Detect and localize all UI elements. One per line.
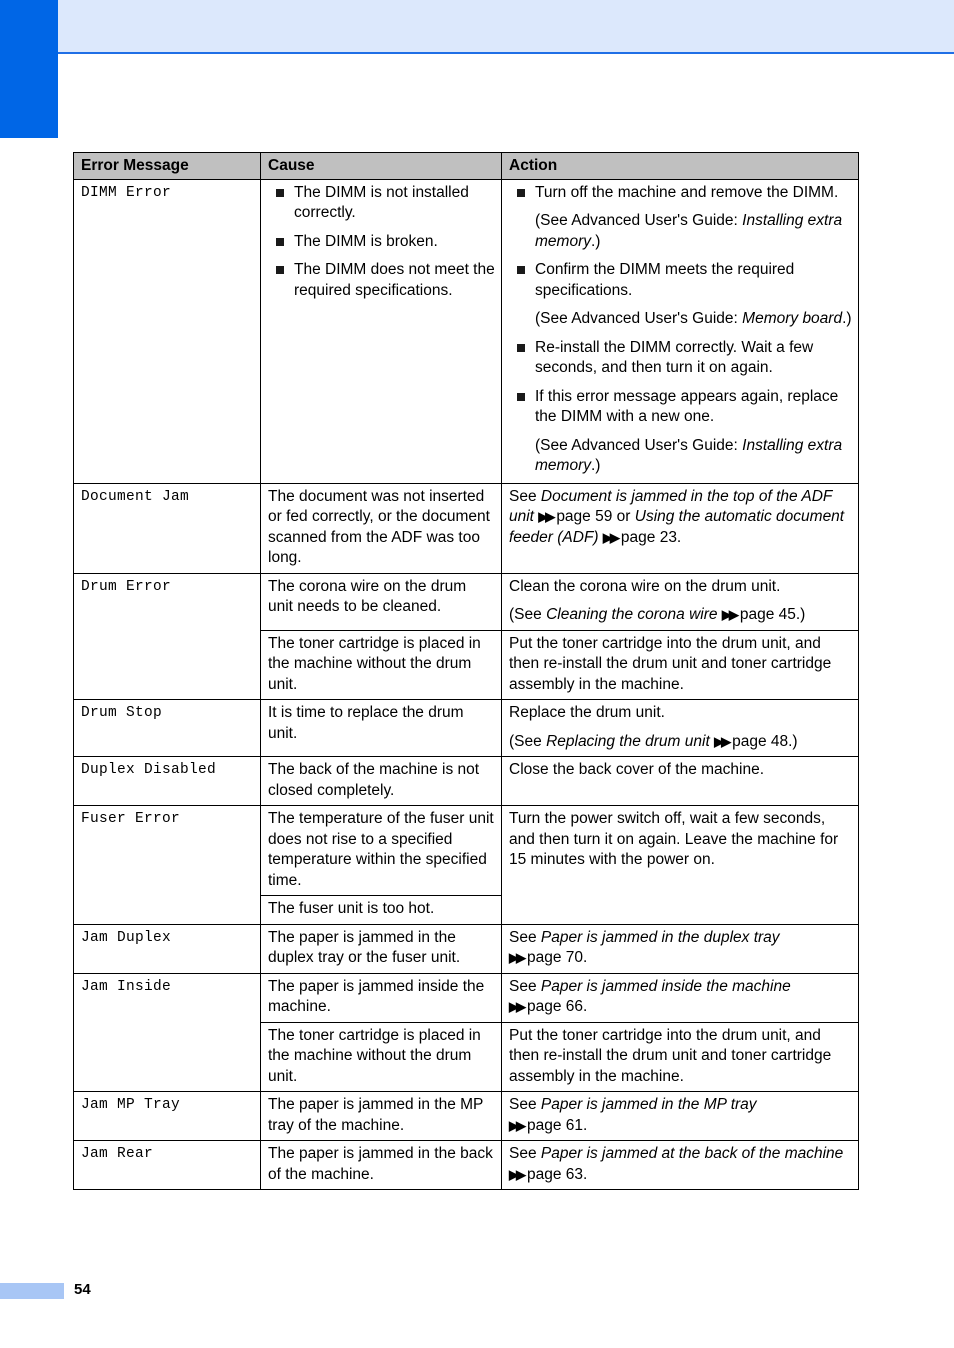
table-row (74, 573, 859, 630)
double-arrow-icon: ▶▶ (538, 509, 553, 524)
error-message-cell: Duplex Disabled (74, 757, 261, 806)
reference-link[interactable]: Paper is jammed in the MP tray (540, 1096, 757, 1113)
table-row (74, 924, 859, 973)
action-cell: Put the toner cartridge into the drum unit, and then re-install the drum unit and toner cartridge assembly in the machine. (502, 630, 859, 700)
reference-link[interactable]: Document is jammed in the top of the ADF unit (509, 487, 833, 525)
action-cell: See Paper is jammed in the MP tray ▶▶ page 61. (502, 1092, 859, 1141)
double-arrow-icon: ▶▶ (509, 950, 523, 965)
square-bullet-icon (276, 266, 284, 274)
footer-band (0, 1283, 64, 1299)
error-message-cell: Jam Rear (74, 1141, 261, 1190)
action-cell: See Document is jammed in the top of the ADF unit ▶▶ page 59 or Using the automatic document feeder (ADF) ▶▶ page 23. (502, 483, 859, 573)
action-cell: See Paper is jammed in the duplex tray ▶▶ page 70. (502, 924, 859, 973)
header-cause: Cause (261, 153, 502, 180)
action-cell: Replace the drum unit. (See Replacing the drum unit ▶▶ page 48.) (502, 700, 859, 757)
list-item: The DIMM does not meet the required specifications. (268, 260, 495, 301)
square-bullet-icon (276, 189, 284, 197)
reference-note: (See Replacing the drum unit ▶▶ page 48.) (509, 732, 798, 750)
cause-cell: The document was not inserted or fed correctly, or the document scanned from the ADF was too long. (261, 483, 502, 573)
error-message-cell: DIMM Error (74, 179, 261, 483)
action-cell: See Paper is jammed at the back of the machine ▶▶ page 63. (502, 1141, 859, 1190)
cause-cell: The toner cartridge is placed in the machine without the drum unit. (261, 630, 502, 700)
cause-cell: The toner cartridge is placed in the machine without the drum unit. (261, 1022, 502, 1092)
square-bullet-icon (517, 189, 525, 197)
list-item: Re-install the DIMM correctly. Wait a few seconds, and then turn it on again. (509, 338, 852, 379)
cause-cell: It is time to replace the drum unit. (261, 700, 502, 757)
reference-note: (See Advanced User's Guide: Memory board.) (535, 310, 852, 327)
cause-cell: The corona wire on the drum unit needs to be cleaned. (261, 573, 502, 630)
table-row (74, 1092, 859, 1141)
chapter-tab (0, 0, 58, 138)
action-cell: Close the back cover of the machine. (502, 757, 859, 806)
error-message-cell: Fuser Error (74, 806, 261, 925)
list-item: If this error message appears again, replace the DIMM with a new one. (See Advanced User's Guide: Installing extra memory.) (509, 387, 852, 477)
cause-cell: The fuser unit is too hot. (261, 896, 502, 925)
reference-note: (See Advanced User's Guide: Installing extra memory.) (535, 212, 843, 250)
table-row (74, 179, 859, 483)
cause-cell (261, 179, 502, 483)
table-row (74, 806, 859, 896)
error-message-cell: Drum Stop (74, 700, 261, 757)
header-action: Action (502, 153, 859, 180)
error-message-cell: Jam Inside (74, 973, 261, 1092)
square-bullet-icon (517, 344, 525, 352)
action-cell: See Paper is jammed inside the machine ▶▶ page 66. (502, 973, 859, 1022)
header-band (58, 0, 954, 54)
header-error-message: Error Message (74, 153, 261, 180)
action-cell: Clean the corona wire on the drum unit. (See Cleaning the corona wire ▶▶ page 45.) (502, 573, 859, 630)
list-item: The DIMM is broken. (268, 232, 495, 253)
square-bullet-icon (517, 266, 525, 274)
action-list (509, 183, 852, 477)
error-message-cell: Jam MP Tray (74, 1092, 261, 1141)
table-row (74, 973, 859, 1022)
table-row (74, 700, 859, 757)
double-arrow-icon: ▶▶ (509, 1117, 523, 1133)
reference-link[interactable]: Replacing the drum unit (546, 732, 710, 750)
double-arrow-icon: ▶▶ (509, 1166, 523, 1182)
square-bullet-icon (276, 238, 284, 246)
table-row (74, 483, 859, 573)
error-message-cell: Document Jam (74, 483, 261, 573)
reference-link[interactable]: Paper is jammed in the duplex tray (540, 928, 780, 946)
action-cell (502, 179, 859, 483)
table-header-row (74, 153, 859, 180)
cause-cell: The paper is jammed in the duplex tray or the fuser unit. (261, 924, 502, 973)
action-cell: Put the toner cartridge into the drum unit, and then re-install the drum unit and toner cartridge assembly in the machine. (502, 1022, 859, 1092)
reference-note: (See Cleaning the corona wire ▶▶ page 45.) (509, 606, 806, 623)
table-row (74, 757, 859, 806)
cause-cell: The paper is jammed in the MP tray of the machine. (261, 1092, 502, 1141)
action-cell: Turn the power switch off, wait a few seconds, and then turn it on again. Leave the machine for 15 minutes with the power on. (502, 806, 859, 925)
reference-note: (See Advanced User's Guide: Installing extra memory.) (535, 436, 843, 474)
list-item: Confirm the DIMM meets the required specifications. (See Advanced User's Guide: Memory board.) (509, 260, 852, 330)
error-message-cell: Drum Error (74, 573, 261, 700)
double-arrow-icon: ▶▶ (509, 999, 523, 1014)
double-arrow-icon: ▶▶ (721, 607, 736, 622)
cause-cell: The paper is jammed inside the machine. (261, 973, 502, 1022)
double-arrow-icon: ▶▶ (714, 733, 729, 749)
double-arrow-icon: ▶▶ (602, 529, 617, 545)
cause-list (268, 183, 495, 302)
list-item: The DIMM is not installed correctly. (268, 183, 495, 224)
error-message-cell: Jam Duplex (74, 924, 261, 973)
cause-cell: The back of the machine is not closed completely. (261, 757, 502, 806)
reference-link[interactable]: Paper is jammed inside the machine (540, 977, 791, 995)
reference-link[interactable]: Cleaning the corona wire (546, 606, 718, 623)
square-bullet-icon (517, 393, 525, 401)
cause-cell: The temperature of the fuser unit does not rise to a specified temperature within the specified time. (261, 806, 502, 896)
cause-cell: The paper is jammed in the back of the machine. (261, 1141, 502, 1190)
page-number: 54 (74, 1281, 91, 1298)
reference-link[interactable]: Using the automatic document feeder (ADF) (509, 508, 845, 546)
error-table (73, 152, 859, 1190)
table-row (74, 1141, 859, 1190)
reference-link[interactable]: Paper is jammed at the back of the machine (540, 1145, 844, 1162)
list-item: Turn off the machine and remove the DIMM. (See Advanced User's Guide: Installing extra memory.) (509, 183, 852, 253)
